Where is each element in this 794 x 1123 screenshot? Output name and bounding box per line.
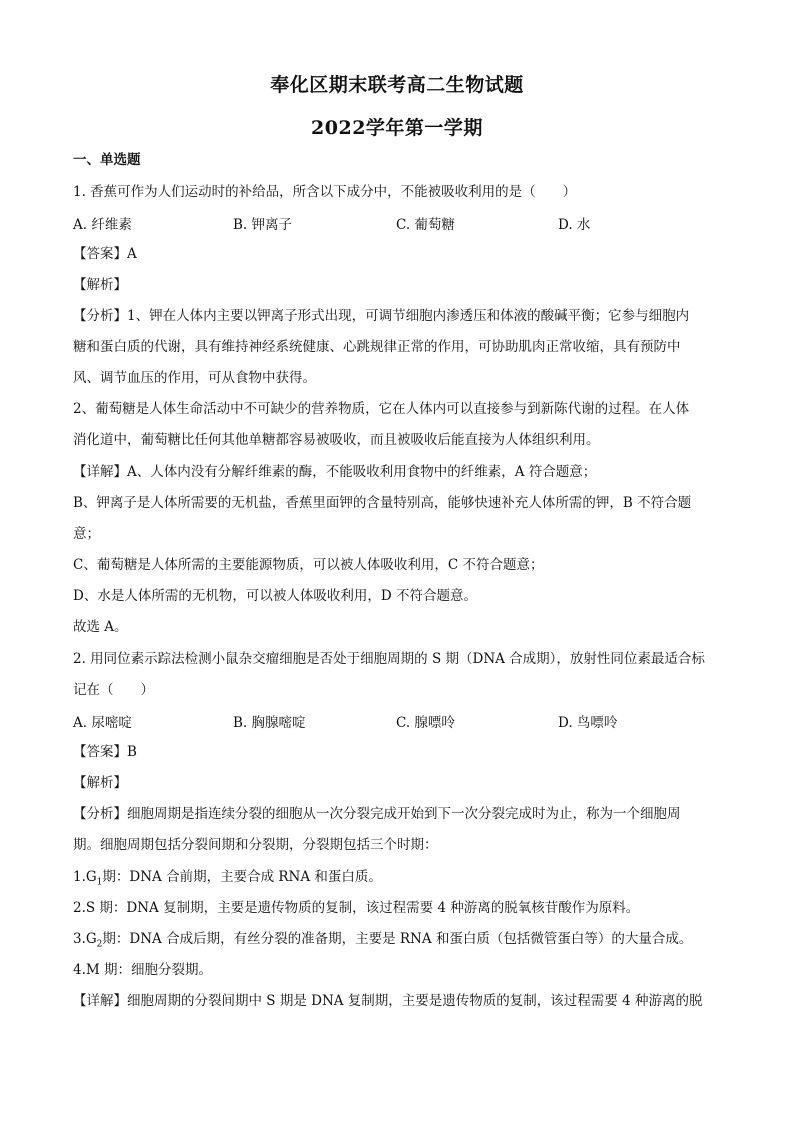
q2-stem: 2. 用同位素示踪法检测小鼠杂交瘤细胞是否处于细胞周期的 S 期（DNA 合成期），放射性同位素最适合标 (73, 651, 705, 667)
q2-analysis-line: 期。细胞周期包括分裂间期和分裂期，分裂期包括三个时期： (73, 837, 438, 853)
q2-option-c: C. 腺嘌呤 (396, 715, 455, 731)
q2-stem-cont: 记在（ ） (73, 682, 154, 698)
q2-m-line: 4.M 期：细胞分裂期。 (73, 962, 212, 978)
q1-detail-line: D、水是人体所需的无机物，可以被人体吸收利用，D 不符合题意。 (73, 588, 477, 604)
q1-detail-line: 意； (73, 526, 100, 542)
q2-detail-line: 【详解】细胞周期的分裂间期中 S 期是 DNA 复制期，主要是遗传物质的复制，该过程需要 4 种游离的脱 (73, 993, 703, 1009)
q2-g2-line (73, 929, 723, 955)
q2-answer: 【答案】B (73, 744, 137, 760)
q1-analysis-line: 消化道中，葡萄糖比任何其他单糖都容易被吸收，而且被吸收后能直接为人体组织利用。 (73, 432, 600, 448)
q1-analysis-line: 【分析】1、钾在人体内主要以钾离子形式出现，可调节细胞内渗透压和体液的酸碱平衡；它参与细胞内 (73, 308, 690, 324)
page-subtitle: 2022学年第一学期 (311, 117, 483, 139)
q1-stem: 1. 香蕉可作为人们运动时的补给品，所含以下成分中，不能被吸收利用的是（ ） (73, 184, 577, 200)
q1-detail-line: B、钾离子是人体所需要的无机盐，香蕉里面钾的含量特别高，能够快速补充人体所需的钾，B 不符合题 (73, 495, 692, 511)
q2-analysis-line: 【分析】细胞周期是指连续分裂的细胞从一次分裂完成开始到下一次分裂完成时为止，称为一个细胞周 (73, 806, 681, 822)
q1-conclusion: 故选 A。 (73, 619, 128, 635)
g1-subscript: 1 (96, 877, 103, 888)
q1-option-d: D. 水 (558, 217, 591, 233)
q1-detail-line: 【详解】A、人体内没有分解纤维素的酶，不能吸收利用食物中的纤维素，A 符合题意； (73, 464, 597, 480)
q1-analysis-label: 【解析】 (73, 277, 127, 293)
q1-analysis-line: 风、调节血压的作用，可从食物中获得。 (73, 370, 316, 386)
q2-s-line: 2.S 期：DNA 复制期，主要是遗传物质的复制，该过程需要 4 种游离的脱氧核苷酸作为原料。 (73, 900, 640, 916)
q1-analysis-line: 糖和蛋白质的代谢，具有维持神经系统健康、心跳规律正常的作用，可协助肌肉正常收缩，具有预防中 (73, 339, 681, 355)
g2-text: 期：DNA 合成后期，有丝分裂的准备期，主要是 RNA 和蛋白质（包括微管蛋白等）的大量合成。 (102, 931, 693, 947)
q1-analysis-line: 2、葡萄糖是人体生命活动中不可缺少的营养物质，它在人体内可以直接参与到新陈代谢的过程。在人体 (73, 401, 690, 417)
q1-detail-line: C、葡萄糖是人体所需的主要能源物质，可以被人体吸收利用，C 不符合题意； (73, 557, 544, 573)
q2-option-b: B. 胸腺嘧啶 (233, 715, 306, 731)
q1-option-a: A. 纤维素 (73, 217, 132, 233)
q1-answer: 【答案】A (73, 246, 137, 262)
q2-g1-line (73, 867, 723, 893)
g1-text: 期：DNA 合前期，主要合成 RNA 和蛋白质。 (102, 869, 382, 885)
section-heading: 一、单选题 (73, 152, 141, 168)
q2-analysis-label: 【解析】 (73, 775, 127, 791)
q1-option-b: B. 钾离子 (233, 217, 293, 233)
g1-prefix: 1.G (73, 869, 97, 885)
g2-subscript: 2 (96, 939, 103, 950)
q1-option-c: C. 葡萄糖 (396, 217, 455, 233)
q2-option-d: D. 鸟嘌呤 (558, 715, 618, 731)
q2-option-a: A. 尿嘧啶 (73, 715, 132, 731)
page-title: 奉化区期末联考高二生物试题 (270, 74, 524, 96)
g2-prefix: 3.G (73, 931, 97, 947)
